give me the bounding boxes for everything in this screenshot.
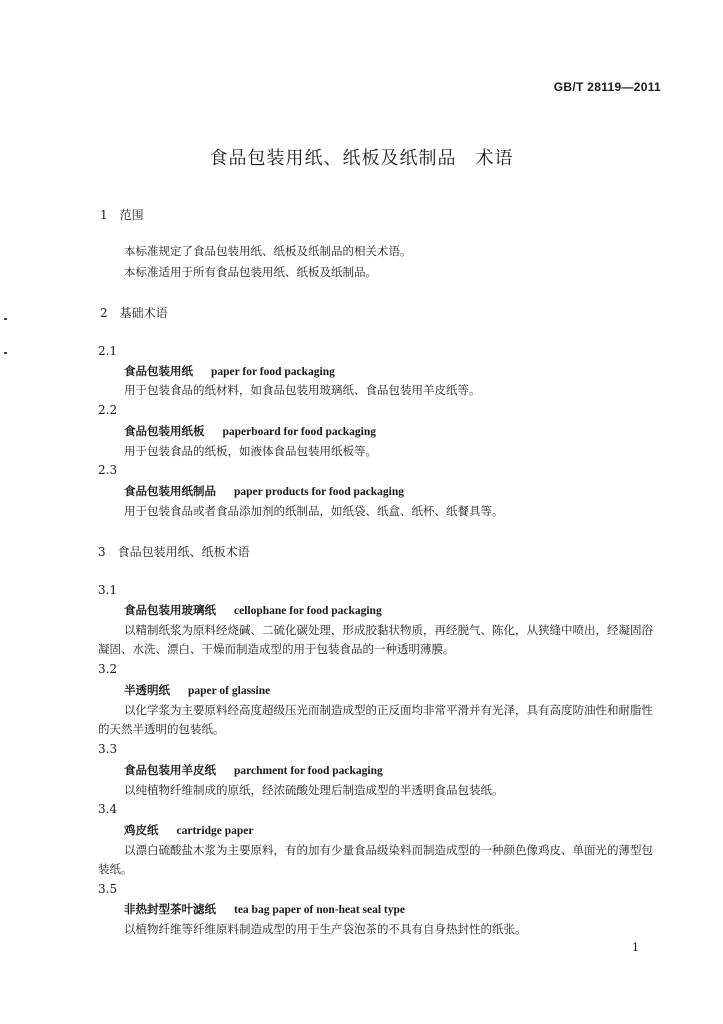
definition: 用于包装食品的纸材料，如食品包装用玻璃纸、食品包装用羊皮纸等。 bbox=[124, 383, 481, 397]
entry-number: 3.1 bbox=[98, 583, 118, 597]
page-title: 食品包装用纸、纸板及纸制品 术语 bbox=[209, 148, 514, 169]
term-zh: 食品包装用羊皮纸 bbox=[124, 763, 216, 777]
definition: 用于包装食品的纸板，如液体食品包装用纸板等。 bbox=[124, 444, 377, 458]
definition: 用于包装食品或者食品添加剂的纸制品，如纸袋、纸盒、纸杯、纸餐具等。 bbox=[124, 504, 504, 518]
term-heading bbox=[124, 423, 376, 439]
term-en: parchment for food packaging bbox=[234, 765, 383, 777]
term-heading bbox=[124, 483, 404, 499]
entry-number: 3.2 bbox=[98, 662, 118, 676]
term-zh: 鸡皮纸 bbox=[124, 823, 159, 837]
section-heading: 3 食品包装用纸、纸板术语 bbox=[98, 545, 250, 559]
entry-number: 2.2 bbox=[98, 403, 118, 417]
term-en: paper for food packaging bbox=[211, 366, 335, 378]
standard-code: GB/T 28119—2011 bbox=[553, 80, 661, 94]
page-number: 1 bbox=[632, 941, 639, 954]
scan-mark bbox=[4, 318, 7, 320]
term-heading bbox=[124, 822, 253, 838]
scan-mark bbox=[4, 352, 7, 354]
term-heading bbox=[124, 682, 270, 698]
term-zh: 食品包装用纸 bbox=[124, 364, 193, 378]
term-zh: 非热封型茶叶滤纸 bbox=[124, 902, 216, 916]
term-en: cellophane for food packaging bbox=[234, 605, 382, 617]
definition: 以精制纸浆为原料经烧碱、二硫化碳处理，形成胶黏状物质，再经脱气、陈化，从狭缝中喷出，经凝固浴凝固、水洗、漂白、干燥而制造成型的用于包装食品的一种透明薄膜。 bbox=[98, 623, 653, 656]
section-heading: 1 范围 bbox=[100, 208, 144, 222]
term-en: cartridge paper bbox=[176, 825, 254, 837]
term-zh: 半透明纸 bbox=[124, 683, 170, 697]
term-zh: 食品包装用纸制品 bbox=[124, 484, 216, 498]
term-en: paper of glassine bbox=[188, 685, 271, 697]
section-heading: 2 基础术语 bbox=[100, 306, 168, 320]
term-en: tea bag paper of non-heat seal type bbox=[234, 904, 406, 916]
term-heading bbox=[124, 762, 383, 778]
entry-number: 2.1 bbox=[98, 344, 118, 358]
term-en: paperboard for food packaging bbox=[222, 426, 376, 438]
entry-number: 3.5 bbox=[98, 882, 118, 896]
term-en: paper products for food packaging bbox=[234, 486, 404, 498]
term-zh: 食品包装用玻璃纸 bbox=[124, 603, 216, 617]
paragraph: 本标准规定了食品包装用纸、纸板及纸制品的相关术语。 bbox=[124, 244, 412, 258]
definition: 以植物纤维等纤维原料制造成型的用于生产袋泡茶的不具有自身热封性的纸张。 bbox=[124, 922, 527, 936]
definition: 以漂白硫酸盐木浆为主要原料，有的加有少量食品级染料而制造成型的一种颜色像鸡皮、单面光的薄型包装纸。 bbox=[98, 843, 653, 876]
term-heading bbox=[124, 602, 382, 618]
term-zh: 食品包装用纸板 bbox=[124, 424, 205, 438]
entry-number: 3.3 bbox=[98, 742, 118, 756]
entry-number: 2.3 bbox=[98, 463, 118, 477]
entry-number: 3.4 bbox=[98, 802, 118, 816]
definition: 以纯植物纤维制成的原纸，经浓硫酸处理后制造成型的半透明食品包装纸。 bbox=[124, 783, 504, 797]
term-heading bbox=[124, 901, 405, 917]
definition: 以化学浆为主要原料经高度超级压光而制造成型的正反面均非常平滑并有光泽，具有高度防油性和耐脂性的天然半透明的包装纸。 bbox=[98, 703, 653, 736]
term-heading bbox=[124, 363, 335, 379]
paragraph: 本标准适用于所有食品包装用纸、纸板及纸制品。 bbox=[124, 265, 377, 279]
